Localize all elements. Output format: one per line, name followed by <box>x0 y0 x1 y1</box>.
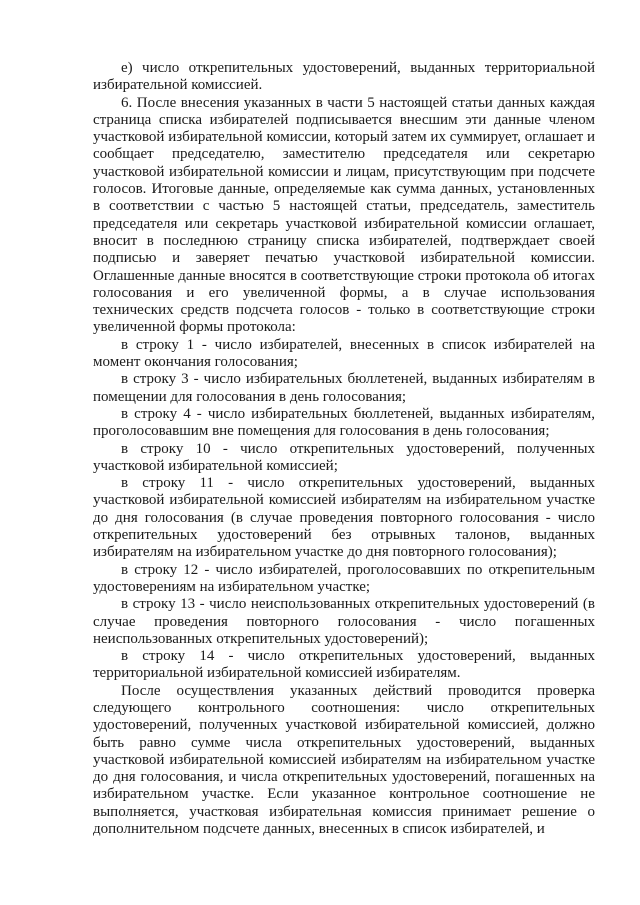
paragraph-line-11: в строку 11 - число открепительных удостоверений, выданных участковой избирательной комиссией избирателям на избирательном участке до дня голосования (в случае проведения повторного голосования - число открепительных удостоверений без отрывных талонов, выданных избирателям на избирательном участке до дня повторного голосования); <box>93 475 595 561</box>
paragraph-line-3: в строку 3 - число избирательных бюллетеней, выданных избирателям в помещении для голосования в день голосования; <box>93 371 595 405</box>
paragraph-item-e: е) число открепительных удостоверений, выданных территориальной избирательной комиссией. <box>93 60 595 94</box>
paragraph-section-6: 6. После внесения указанных в части 5 настоящей статьи данных каждая страница списка избирателей подписывается внесшим эти данные членом участковой избирательной комиссии, который затем их суммирует, оглашает и сообщает председателю, заместителю председателя или секретарю участковой избирательной комиссии и лицам, присутствующим при подсчете голосов. Итоговые данные, определяемые как сумма данных, установленных в соответствии с частью 5 настоящей статьи, председатель, заместитель председателя или секретарь участковой избирательной комиссии оглашает, вносит в последнюю страницу списка избирателей, подтверждает своей подписью и заверяет печатью участковой избирательной комиссии. Оглашенные данные вносятся в соответствующие строки протокола об итогах голосования и его увеличенной формы, а в случае использования технических средств подсчета голосов - только в соответствующие строки увеличенной формы протокола: <box>93 94 595 336</box>
paragraph-line-14: в строку 14 - число открепительных удостоверений, выданных территориальной избирательной комиссией избирателям. <box>93 648 595 682</box>
paragraph-line-12: в строку 12 - число избирателей, проголосовавших по открепительным удостоверениям на избирательном участке; <box>93 561 595 595</box>
document-body <box>93 60 595 838</box>
paragraph-line-10: в строку 10 - число открепительных удостоверений, полученных участковой избирательной комиссией; <box>93 440 595 474</box>
paragraph-line-13: в строку 13 - число неиспользованных открепительных удостоверений (в случае проведения повторного голосования - число погашенных неиспользованных открепительных удостоверений); <box>93 596 595 647</box>
paragraph-control-check: После осуществления указанных действий проводится проверка следующего контрольного соотношения: число открепительных удостоверений, полученных участковой избирательной комиссией, должно быть равно сумме числа открепительных удостоверений, выданных участковой избирательной комиссией избирателям на избирательном участке до дня голосования, и числа открепительных удостоверений, погашенных на избирательном участке. Если указанное контрольное соотношение не выполняется, участковая избирательная комиссия принимает решение о дополнительном подсчете данных, внесенных в список избирателей, и <box>93 682 595 838</box>
paragraph-line-4: в строку 4 - число избирательных бюллетеней, выданных избирателям, проголосовавшим вне помещения для голосования в день голосования; <box>93 405 595 440</box>
paragraph-line-1: в строку 1 - число избирателей, внесенных в список избирателей на момент окончания голосования; <box>93 336 595 371</box>
